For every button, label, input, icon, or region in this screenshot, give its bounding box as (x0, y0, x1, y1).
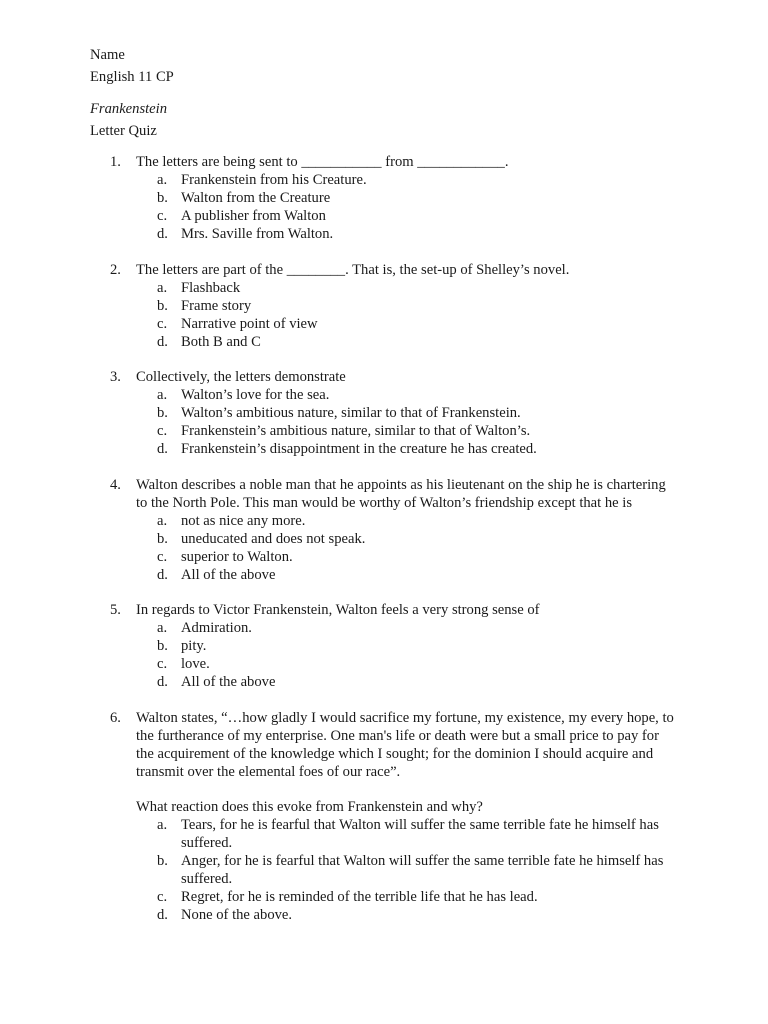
option-letter: a. (157, 620, 168, 636)
option-letter: c. (157, 315, 168, 332)
option-letter: c. (157, 656, 168, 672)
option-letter: b. (157, 190, 168, 206)
name-label: Name (90, 47, 125, 63)
option-letter: c. (157, 208, 168, 224)
question-stem: The letters are being sent to ___________ from ____________. (136, 154, 509, 170)
option-text: Walton from the Creature (181, 190, 331, 206)
option-text: Frankenstein’s disappointment in the creature he has created. (181, 441, 537, 457)
question-number: 2. (110, 261, 121, 278)
question-6 (0, 709, 768, 924)
question-number: 3. (110, 369, 121, 385)
answer-option (136, 566, 680, 584)
answer-option (136, 619, 680, 637)
quiz-title: Letter Quiz (90, 123, 157, 139)
option-text: Frankenstein from his Creature. (181, 172, 367, 188)
answer-option (136, 673, 680, 691)
answer-options (136, 619, 680, 691)
question-followup-prompt: What reaction does this evoke from Frankenstein and why? (136, 798, 483, 815)
option-letter: b. (157, 852, 168, 869)
option-text: Both B and C (181, 333, 261, 350)
option-text: not as nice any more. (181, 512, 306, 529)
option-text: Admiration. (181, 620, 252, 636)
question-number: 5. (110, 602, 121, 618)
option-text: Frame story (181, 297, 252, 314)
option-text: Flashback (181, 279, 241, 296)
answer-option (136, 530, 680, 548)
option-text: A publisher from Walton (181, 208, 326, 224)
option-letter: c. (157, 423, 168, 439)
option-letter: d. (157, 333, 168, 350)
option-text: pity. (181, 638, 207, 654)
option-letter: c. (157, 888, 168, 905)
answer-options (136, 816, 680, 924)
answer-option (136, 816, 680, 852)
answer-option (136, 207, 680, 225)
question-number: 4. (110, 476, 121, 493)
option-letter: b. (157, 405, 168, 421)
option-letter: a. (157, 816, 168, 833)
option-text: Regret, for he is reminded of the terrible life that he has lead. (181, 888, 538, 905)
option-text: love. (181, 656, 210, 672)
option-letter: c. (157, 548, 168, 565)
question-stem: Walton states, “…how gladly I would sacrifice my fortune, my existence, my every hope, to the furtherance of my enterprise. One man's life or death were but a small price to pay for the acquirement of the knowledge which I sought; for the dominion I should acquire and transmit over the elemental foes of our race”. (136, 709, 674, 780)
answer-option (136, 548, 680, 566)
option-text: Walton’s ambitious nature, similar to that of Frankenstein. (181, 405, 521, 421)
answer-option (136, 906, 680, 924)
option-text: All of the above (181, 674, 276, 690)
option-text: All of the above (181, 566, 276, 583)
question-number: 6. (110, 709, 121, 726)
answer-option (136, 422, 680, 440)
question-3 (0, 368, 768, 458)
question-5 (0, 601, 768, 691)
option-letter: a. (157, 512, 168, 529)
class-label: English 11 CP (90, 69, 174, 85)
answer-option (136, 637, 680, 655)
answer-option (136, 189, 680, 207)
answer-option (136, 225, 680, 243)
option-letter: a. (157, 387, 168, 403)
option-text: Walton’s love for the sea. (181, 387, 330, 403)
answer-options (136, 512, 680, 584)
answer-option (136, 297, 680, 315)
question-2 (0, 261, 768, 351)
question-4 (0, 476, 768, 584)
option-letter: d. (157, 441, 168, 457)
answer-options (136, 279, 680, 351)
option-text: Tears, for he is fearful that Walton will suffer the same terrible fate he himself has suffered. (181, 816, 659, 851)
option-text: Anger, for he is fearful that Walton will suffer the same terrible fate he himself has suffered. (181, 852, 664, 887)
option-text: Frankenstein’s ambitious nature, similar to that of Walton’s. (181, 423, 531, 439)
option-letter: d. (157, 674, 168, 690)
answer-option (136, 888, 680, 906)
answer-option (136, 512, 680, 530)
option-letter: b. (157, 638, 168, 654)
question-stem: Collectively, the letters demonstrate (136, 369, 346, 385)
option-letter: a. (157, 279, 168, 296)
question-number: 1. (110, 154, 121, 170)
answer-options (136, 386, 680, 458)
option-letter: a. (157, 172, 168, 188)
book-title: Frankenstein (90, 101, 168, 117)
answer-option (136, 386, 680, 404)
option-text: Mrs. Saville from Walton. (181, 226, 334, 242)
option-text: uneducated and does not speak. (181, 530, 366, 547)
answer-option (136, 333, 680, 351)
option-letter: d. (157, 906, 168, 923)
document-header (90, 46, 174, 144)
option-letter: d. (157, 226, 168, 242)
question-stem: In regards to Victor Frankenstein, Walton feels a very strong sense of (136, 602, 540, 618)
option-letter: d. (157, 566, 168, 583)
option-letter: b. (157, 297, 168, 314)
option-text: Narrative point of view (181, 315, 318, 332)
option-text: superior to Walton. (181, 548, 293, 565)
answer-option (136, 852, 680, 888)
option-text: None of the above. (181, 906, 293, 923)
answer-option (136, 279, 680, 297)
answer-option (136, 315, 680, 333)
question-stem: Walton describes a noble man that he appoints as his lieutenant on the ship he is chartering to the North Pole. This man would be worthy of Walton’s friendship except that he is (136, 476, 666, 511)
answer-option (136, 171, 680, 189)
answer-option (136, 404, 680, 422)
option-letter: b. (157, 530, 168, 547)
answer-option (136, 655, 680, 673)
question-stem: The letters are part of the ________. That is, the set-up of Shelley’s novel. (136, 261, 570, 278)
question-list (0, 153, 768, 941)
question-1 (0, 153, 768, 243)
answer-options (136, 171, 680, 243)
answer-option (136, 440, 680, 458)
